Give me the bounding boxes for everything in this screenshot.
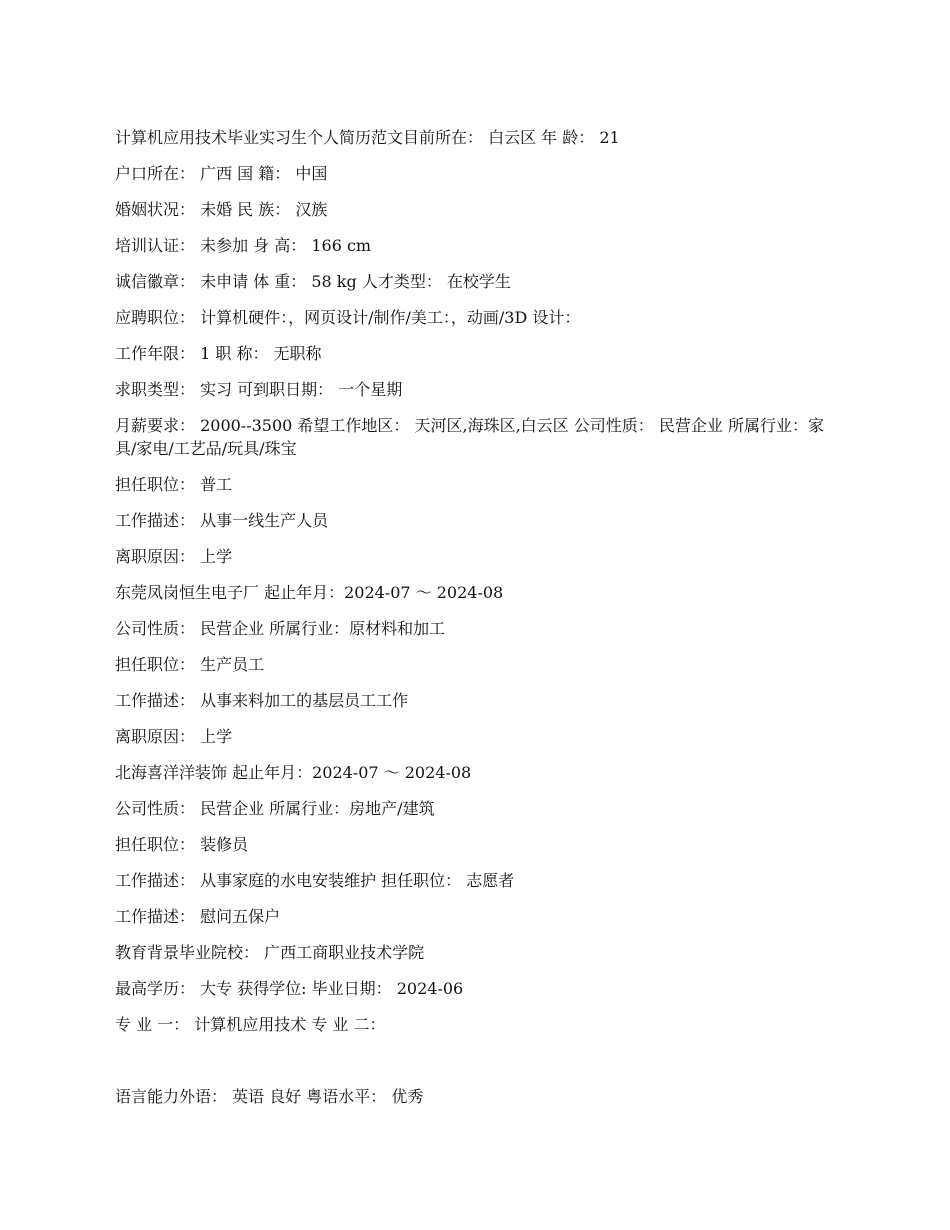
text-line: 工作描述： 从事一线生产人员 (115, 511, 329, 530)
text-line: 工作描述： 慰问五保户 (115, 907, 281, 926)
text-line: 工作描述： 从事来料加工的基层员工工作 (115, 691, 409, 710)
text-line: 计算机应用技术毕业实习生个人简历范文目前所在： 白云区 年 龄： 21 (115, 128, 620, 147)
text-line: 北海喜洋洋装饰 起止年月：2024-07 ～ 2024-08 (115, 763, 472, 782)
text-line: 教育背景毕业院校： 广西工商职业技术学院 (115, 943, 425, 962)
paragraph-gap (115, 1049, 845, 1085)
text-line: 担任职位： 装修员 (115, 835, 249, 854)
text-line: 东莞凤岗恒生电子厂 起止年月：2024-07 ～ 2024-08 (115, 583, 504, 602)
text-line: 离职原因： 上学 (115, 547, 233, 566)
text-line: 工作年限： 1 职 称： 无职称 (115, 344, 322, 363)
text-line: 月薪要求： 2000--3500 希望工作地区： 天河区,海珠区,白云区 公司性质： 民营企业 所属行业：家具/家电/工艺品/玩具/珠宝 (115, 416, 824, 458)
text-line: 求职类型： 实习 可到职日期： 一个星期 (115, 380, 403, 399)
text-line: 离职原因： 上学 (115, 727, 233, 746)
text-line: 最高学历： 大专 获得学位: 毕业日期： 2024-06 (115, 979, 464, 998)
text-line: 诚信徽章： 未申请 体 重： 58 kg 人才类型： 在校学生 (115, 272, 511, 291)
text-line: 婚姻状况： 未婚 民 族： 汉族 (115, 200, 328, 219)
text-line: 应聘职位： 计算机硬件：，网页设计/制作/美工：，动画/3D 设计： (115, 308, 581, 327)
document-page (115, 126, 845, 1121)
text-line: 担任职位： 生产员工 (115, 655, 265, 674)
text-line: 担任职位： 普工 (115, 475, 233, 494)
text-line: 培训认证： 未参加 身 高： 166 cm (115, 236, 372, 255)
text-line: 公司性质： 民营企业 所属行业：房地产/建筑 (115, 799, 435, 818)
text-line: 工作描述： 从事家庭的水电安装维护 担任职位： 志愿者 (115, 871, 515, 890)
text-line: 专 业 一： 计算机应用技术 专 业 二： (115, 1015, 386, 1034)
text-line: 户口所在： 广西 国 籍： 中国 (115, 164, 328, 183)
text-line: 公司性质： 民营企业 所属行业：原材料和加工 (115, 619, 446, 638)
language-ability-line: 语言能力外语： 英语 良好 粤语水平： 优秀 (115, 1087, 424, 1106)
